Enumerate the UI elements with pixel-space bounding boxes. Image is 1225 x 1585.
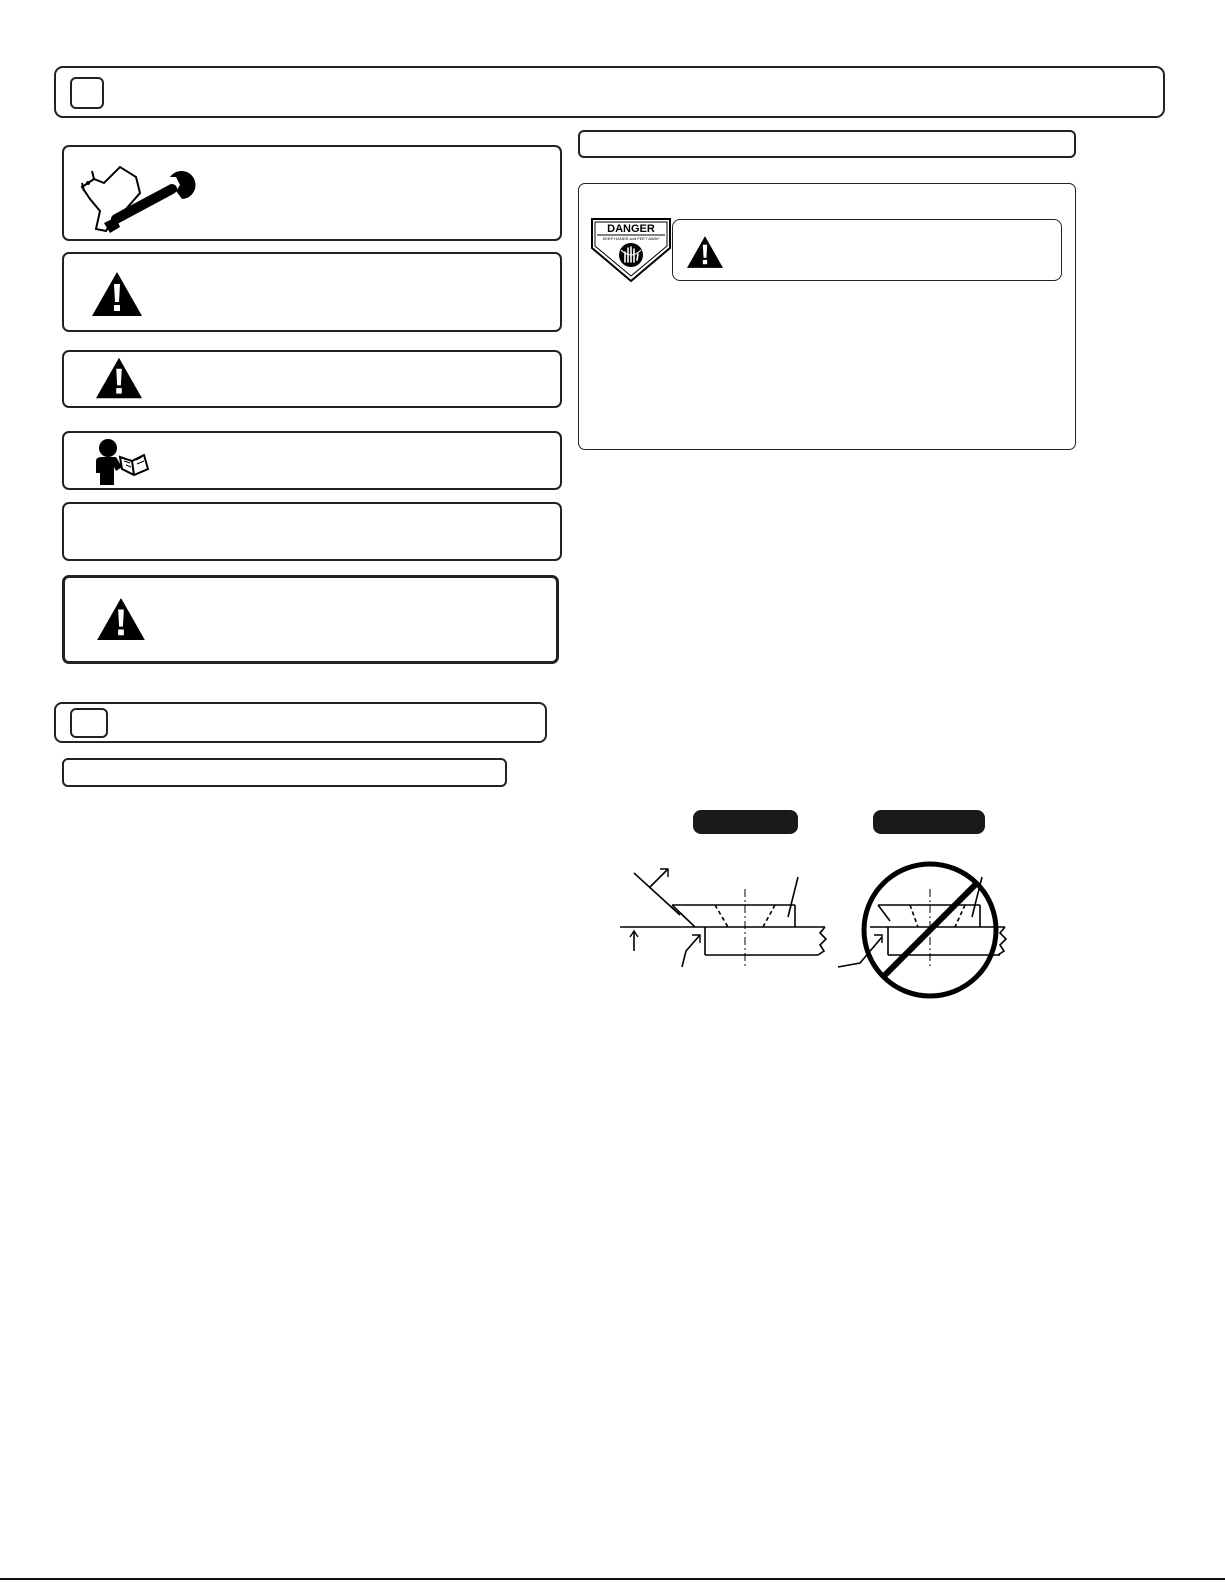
plain-notice-box — [62, 502, 562, 561]
read-manual-notice-box — [62, 431, 562, 490]
section-header-bar — [54, 66, 1165, 118]
figure-right-pill — [873, 810, 985, 834]
hand-cut-hazard-icon — [619, 243, 643, 267]
figure-left-pill — [693, 810, 798, 834]
warning-notice-box-3 — [62, 575, 559, 664]
warning-triangle-icon — [92, 272, 142, 316]
warning-notice-box-1 — [62, 252, 562, 332]
warning-triangle-icon — [687, 236, 723, 268]
warning-notice-box-2 — [62, 350, 562, 408]
subsection-number-box — [70, 708, 108, 738]
subsection-header-bar — [54, 702, 547, 743]
maintenance-wrench-icon — [76, 159, 206, 237]
section-number-box — [70, 77, 104, 109]
page-bottom-rule — [0, 1578, 1225, 1580]
danger-decal — [591, 218, 671, 282]
danger-decal-panel — [578, 183, 1076, 450]
danger-decal-caption: KEEP HANDS and FEET AWAY — [602, 236, 660, 241]
read-manual-icon — [96, 439, 148, 485]
correct-bevel-diagram — [620, 869, 826, 969]
right-heading-bar — [578, 130, 1076, 158]
subsection-subheading-bar — [62, 758, 507, 787]
danger-warning-callout — [672, 219, 1062, 281]
prohibition-circle-icon — [864, 864, 996, 996]
danger-decal-label: DANGER — [607, 223, 655, 235]
warning-triangle-icon — [95, 598, 147, 640]
blade-edge-figure — [620, 855, 1020, 1000]
maintenance-notice-box — [62, 145, 562, 241]
warning-triangle-icon — [96, 357, 142, 399]
